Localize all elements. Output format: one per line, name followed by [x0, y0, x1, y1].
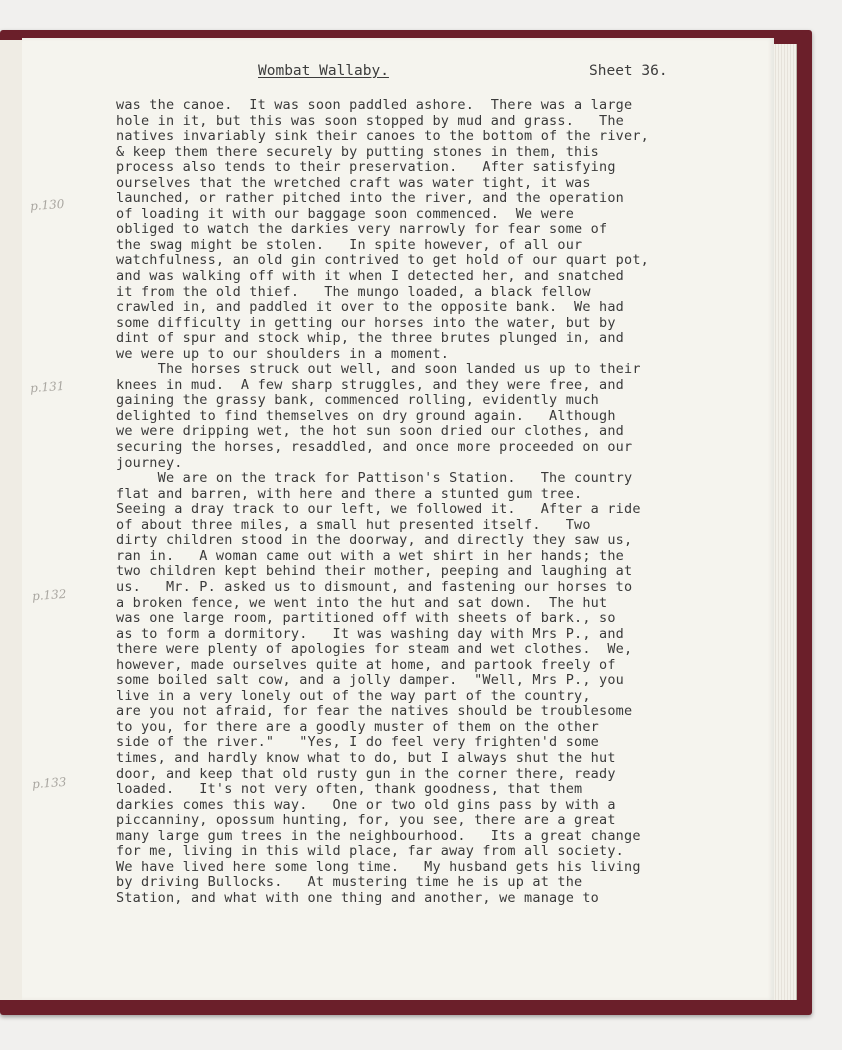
text-line: darkies comes this way. One or two old gins pass by with a: [116, 797, 616, 813]
text-line: by driving Bullocks. At mustering time he is up at the: [116, 875, 583, 891]
text-line: us. Mr. P. asked us to dismount, and fastening our horses to: [116, 579, 633, 595]
text-line: was the canoe. It was soon paddled ashore. There was a large: [116, 98, 633, 113]
text-line: watchfulness, an old gin contrived to get hold of our quart pot,: [116, 253, 649, 269]
text-line: delighted to find themselves on dry ground again. Although: [116, 408, 616, 424]
text-line: flat and barren, with here and there a stunted gum tree.: [116, 486, 583, 502]
text-line: ourselves that the wretched craft was water tight, it was: [116, 175, 591, 191]
text-line: gaining the grassy bank, commenced rolling, evidently much: [116, 393, 600, 409]
text-line: Station, and what with one thing and another, we manage to: [116, 890, 600, 906]
text-line: a broken fence, we went into the hut and sat down. The hut: [116, 595, 608, 611]
text-line: however, made ourselves quite at home, and partook freely of: [116, 657, 616, 673]
text-line: natives invariably sink their canoes to the bottom of the river,: [116, 129, 649, 145]
margin-note: p.130: [29, 196, 65, 214]
text-line: as to form a dormitory. It was washing day with Mrs P., and: [116, 626, 624, 642]
margin-note: p.133: [31, 774, 67, 792]
text-line: was one large room, partitioned off with sheets of bark., so: [116, 611, 616, 627]
text-line: we were dripping wet, the hot sun soon dried our clothes, and: [116, 424, 624, 440]
text-line: & keep them there securely by putting stones in them, this: [116, 144, 600, 160]
text-line: Seeing a dray track to our left, we followed it. After a ride: [116, 502, 641, 518]
text-line: two children kept behind their mother, peeping and laughing at: [116, 564, 633, 580]
text-line: the swag might be stolen. In spite however, of all our: [116, 237, 583, 253]
page-header: [22, 63, 774, 83]
text-line: We have lived here some long time. My husband gets his living: [116, 859, 641, 875]
typed-body-text: [116, 98, 736, 906]
text-line: side of the river." "Yes, I do feel very frighten'd some: [116, 735, 600, 751]
text-line: piccanniny, opossum hunting, for, you see, there are a great: [116, 813, 616, 829]
text-line: dint of spur and stock whip, the three brutes plunged in, and: [116, 331, 624, 347]
text-line: loaded. It's not very often, thank goodness, that them: [116, 782, 583, 798]
text-line: some difficulty in getting our horses into the water, but by: [116, 315, 616, 331]
text-line: to you, for there are a goodly muster of them on the other: [116, 719, 600, 735]
sheet-number: Sheet 36.: [589, 63, 668, 79]
page-stack-edge: [770, 44, 797, 1000]
text-line: for me, living in this wild place, far away from all society.: [116, 844, 624, 860]
text-line: process also tends to their preservation. After satisfying: [116, 160, 616, 176]
text-line: dirty children stood in the doorway, and directly they saw us,: [116, 533, 633, 549]
text-line: and was walking off with it when I detected her, and snatched: [116, 269, 624, 285]
text-line: times, and hardly know what to do, but I always shut the hut: [116, 750, 616, 766]
text-line: ran in. A woman came out with a wet shirt in her hands; the: [116, 548, 624, 564]
text-line: are you not afraid, for fear the natives should be troublesome: [116, 704, 633, 720]
text-line: door, and keep that old rusty gun in the corner there, ready: [116, 766, 616, 782]
text-line: knees in mud. A few sharp struggles, and they were free, and: [116, 377, 624, 393]
text-line: there were plenty of apologies for steam and wet clothes. We,: [116, 642, 633, 658]
text-line: it from the old thief. The mungo loaded, a black fellow: [116, 284, 591, 300]
text-line: journey.: [116, 455, 183, 471]
margin-note: p.132: [31, 586, 67, 604]
manuscript-page: [22, 38, 774, 1000]
text-line: many large gum trees in the neighbourhood. Its a great change: [116, 828, 641, 844]
text-line: securing the horses, resaddled, and once more proceeded on our: [116, 440, 633, 456]
text-line: launched, or rather pitched into the river, and the operation: [116, 191, 624, 207]
text-line: The horses struck out well, and soon landed us up to their: [116, 362, 641, 378]
document-title: Wombat Wallaby.: [258, 63, 389, 79]
margin-note: p.131: [29, 378, 65, 396]
text-line: of about three miles, a small hut presented itself. Two: [116, 517, 591, 533]
text-line: We are on the track for Pattison's Station. The country: [116, 471, 633, 487]
text-line: crawled in, and paddled it over to the opposite bank. We had: [116, 300, 624, 316]
text-line: live in a very lonely out of the way part of the country,: [116, 688, 591, 704]
text-line: of loading it with our baggage soon commenced. We were: [116, 206, 575, 222]
left-page-edge: [0, 40, 23, 1000]
text-line: some boiled salt cow, and a jolly damper. "Well, Mrs P., you: [116, 673, 624, 689]
text-line: obliged to watch the darkies very narrowly for fear some of: [116, 222, 608, 238]
text-line: we were up to our shoulders in a moment.: [116, 346, 450, 362]
text-line: hole in it, but this was soon stopped by mud and grass. The: [116, 113, 624, 129]
